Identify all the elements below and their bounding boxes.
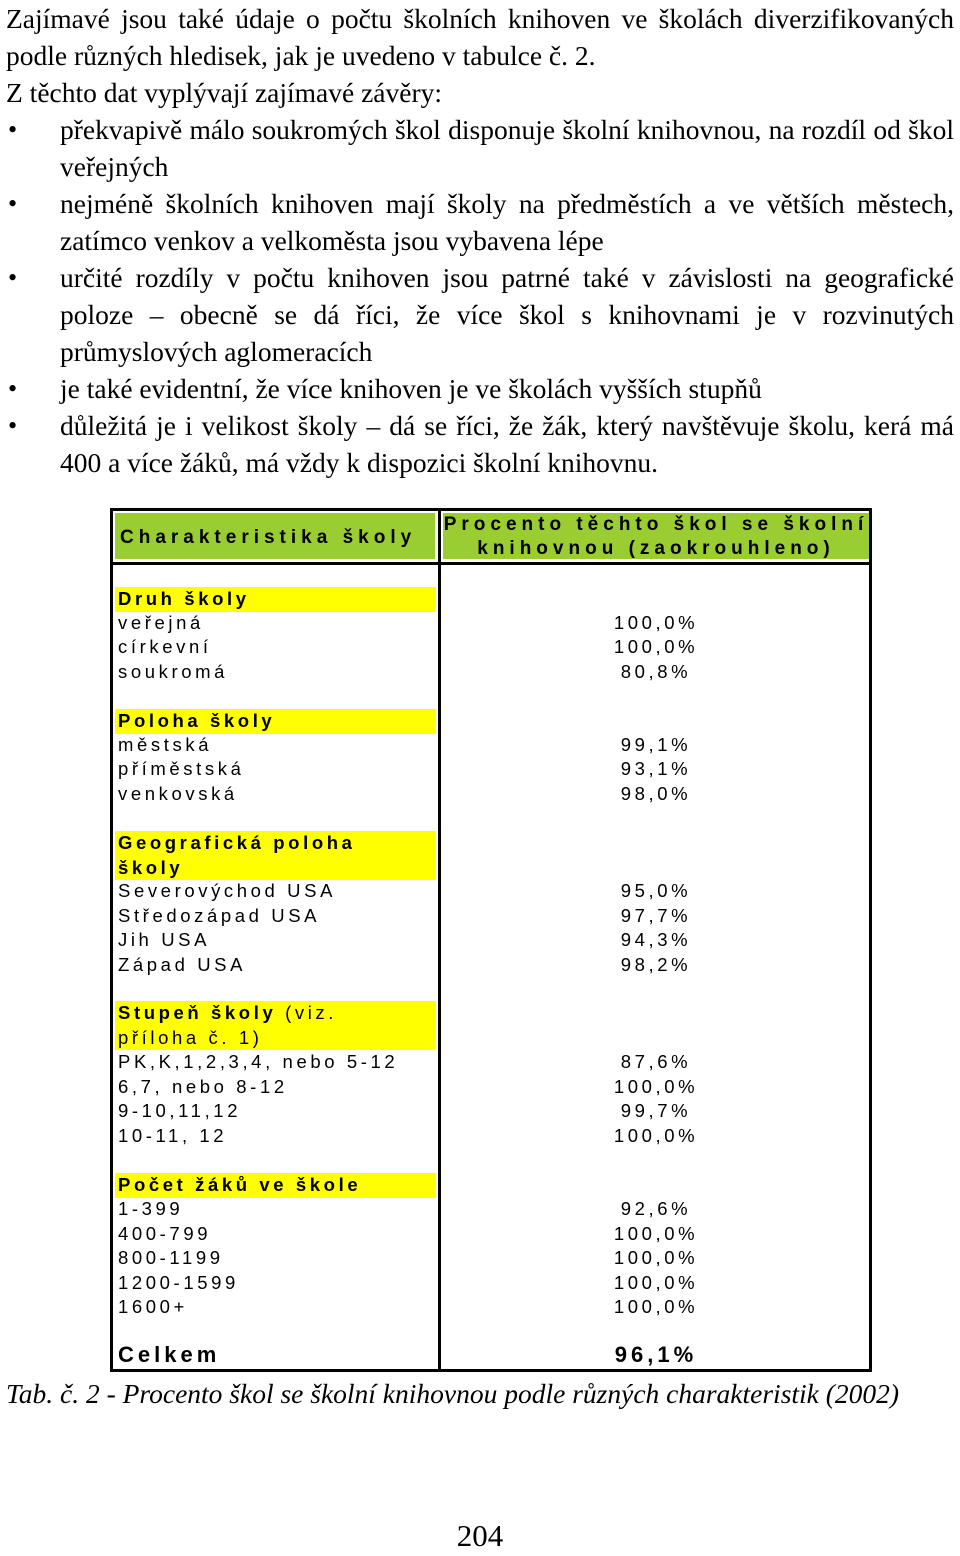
row-label: venkovská: [118, 783, 238, 804]
row-label: církevní: [118, 636, 212, 657]
row-value: 100,0%: [613, 1223, 699, 1244]
data-table: [110, 508, 872, 1372]
row-label: 400-799: [118, 1223, 212, 1244]
row-value: 100,0%: [613, 1125, 699, 1146]
row-value: 100,0%: [613, 636, 699, 657]
page-number: 204: [456, 1518, 504, 1553]
row-label: Západ USA: [118, 954, 247, 975]
list-item: • překvapivě málo soukromých škol disponuje školní knihovnou, na rozdíl od škol veřejných: [6, 111, 954, 185]
row-value: 80,8%: [620, 661, 692, 682]
header-percentage-line2: knihovnou (zaokrouhleno): [477, 538, 835, 559]
category-geographic-location: [115, 831, 436, 880]
row-label: 6,7, nebo 8-12: [118, 1076, 288, 1097]
row-value: 99,7%: [620, 1100, 692, 1121]
list-item: • určité rozdíly v počtu knihoven jsou patrné také v závislosti na geografické poloze – obecně se dá říci, že více škol s knihovnami je v rozvinutých průmyslových aglomeracích: [6, 259, 954, 370]
category-school-location: Poloha školy: [115, 709, 436, 734]
row-label: 800-1199: [118, 1247, 224, 1268]
row-value: 93,1%: [620, 758, 692, 779]
row-label: veřejná: [118, 612, 204, 633]
header-separator: [113, 562, 869, 565]
row-label: 10-11, 12: [118, 1125, 228, 1146]
table-caption: Tab. č. 2 - Procento škol se školní knihovnou podle různých charakteristik (2002): [6, 1378, 900, 1409]
category-title-bold: Stupeň školy: [118, 1002, 277, 1023]
intro-lead: Z těchto dat vyplývají zajímavé závěry:: [6, 77, 442, 108]
row-label: příměstská: [118, 758, 245, 779]
row-value: 95,0%: [620, 880, 692, 901]
category-school-type: Druh školy: [115, 587, 436, 612]
row-value: 100,0%: [613, 1272, 699, 1293]
list-item: • důležitá je i velikost školy – dá se říci, že žák, který navštěvuje školu, kerá má 400 a více žáků, má vždy k dispozici školní knihovnu.: [6, 407, 954, 481]
row-value: 94,3%: [620, 929, 692, 950]
column-divider: [438, 511, 441, 1369]
row-label: Středozápad USA: [118, 905, 321, 926]
category-student-count: Počet žáků ve škole: [115, 1173, 436, 1198]
row-value: 100,0%: [613, 1247, 699, 1268]
row-label: 1600+: [118, 1296, 188, 1317]
row-label: soukromá: [118, 661, 229, 682]
category-title-normal: (viz.: [276, 1002, 337, 1023]
row-value: 100,0%: [613, 1076, 699, 1097]
row-value: 87,6%: [620, 1051, 692, 1072]
intro-paragraph: Zajímavé jsou také údaje o počtu školních knihoven ve školách diverzifikovaných podle různých hledisek, jak je uvedeno v tabulce č. 2.: [6, 3, 954, 71]
row-value: 92,6%: [620, 1198, 692, 1219]
category-school-level: [115, 1001, 436, 1050]
row-value: 97,7%: [620, 905, 692, 926]
header-percentage-line1: Procento těchto škol se školní: [443, 514, 869, 535]
header-characteristic: Charakteristika školy: [115, 513, 435, 559]
list-item: • nejméně školních knihoven mají školy na předměstích a ve větších městech, zatímco venkov a velkoměsta jsou vybavena lépe: [6, 185, 954, 259]
row-label: 1200-1599: [118, 1272, 239, 1293]
row-value: 100,0%: [613, 1296, 699, 1317]
total-value: 96,1%: [614, 1342, 698, 1367]
row-value: 98,2%: [620, 954, 692, 975]
list-item: • je také evidentní, že více knihoven je ve školách vyšších stupňů: [6, 370, 954, 407]
category-title-line2: školy: [118, 856, 184, 878]
row-label: Jih USA: [118, 929, 211, 950]
row-label: 1-399: [118, 1198, 184, 1219]
total-label: Celkem: [118, 1342, 221, 1367]
conclusions-list: [6, 111, 954, 481]
category-title-line1: Geografická poloha: [118, 832, 356, 853]
row-value: 98,0%: [620, 783, 692, 804]
row-value: 99,1%: [620, 734, 692, 755]
row-label: městská: [118, 734, 213, 755]
row-value: 100,0%: [613, 612, 699, 633]
row-label: 9-10,11,12: [118, 1100, 242, 1121]
body-text: [6, 0, 954, 481]
row-label: Severovýchod USA: [118, 880, 337, 901]
row-label: PK,K,1,2,3,4, nebo 5-12: [118, 1051, 399, 1072]
category-title-line2: příloha č. 1): [118, 1026, 263, 1048]
header-percentage: [443, 513, 869, 559]
